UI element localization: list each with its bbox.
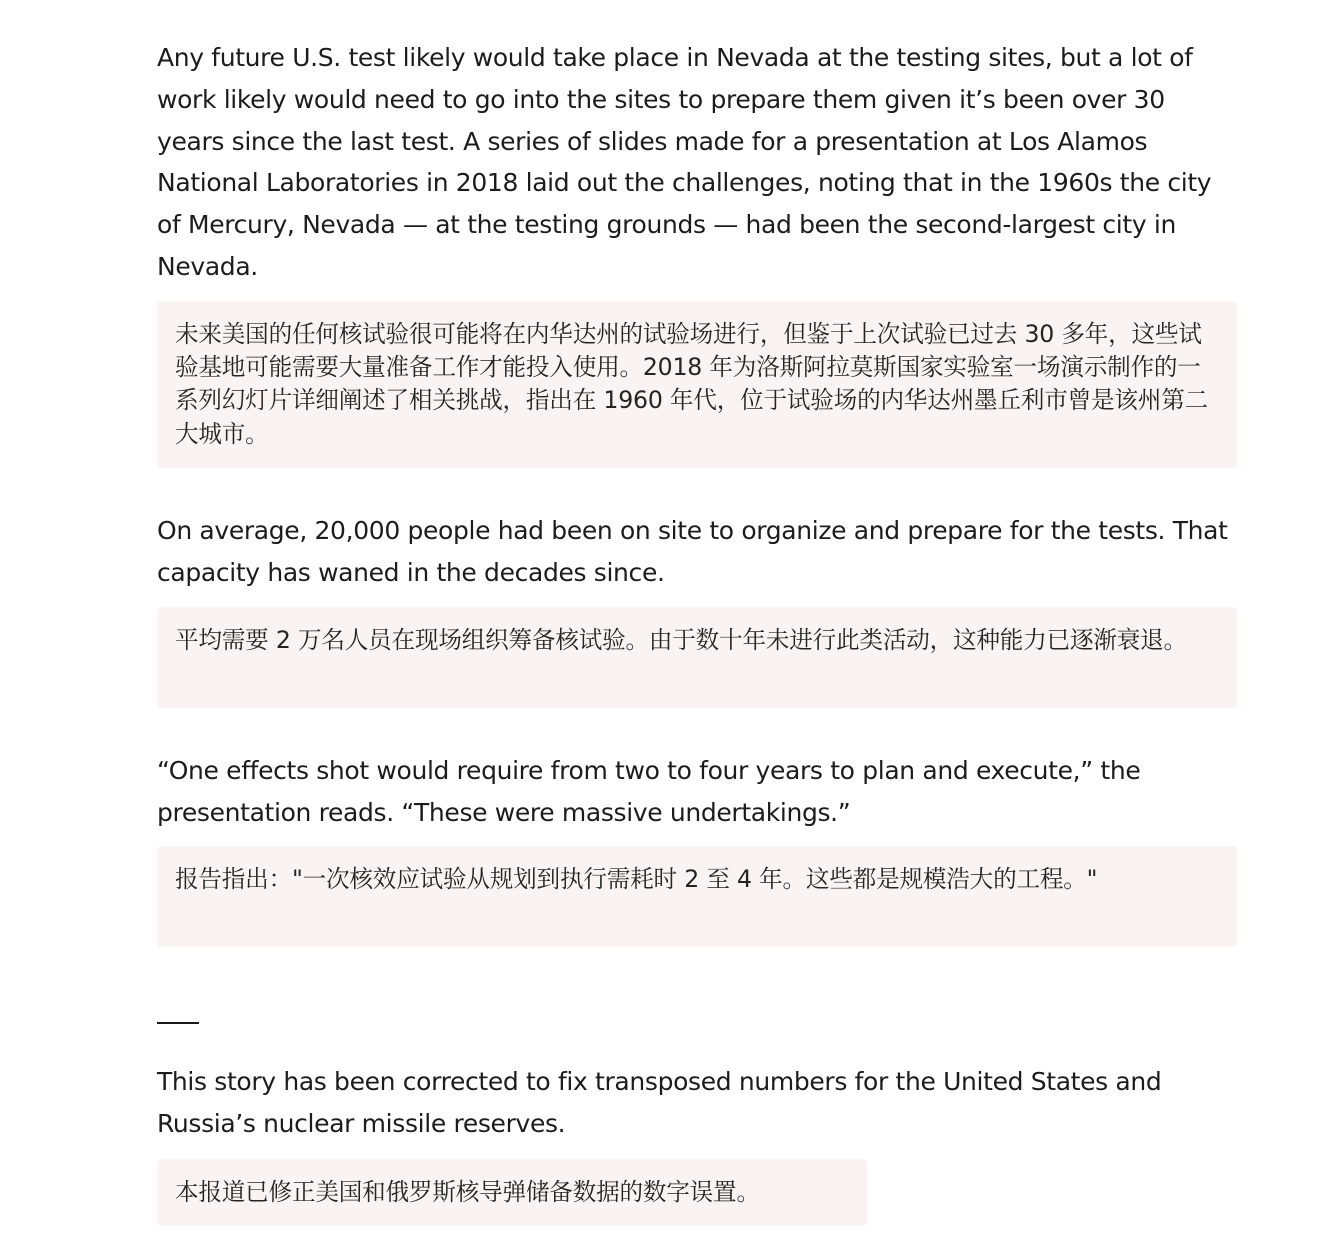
section-divider xyxy=(157,1022,199,1024)
translation-correction-note: 本报道已修正美国和俄罗斯核导弹储备数据的数字误置。 xyxy=(157,1159,867,1226)
translation-nevada-sites: 未来美国的任何核试验很可能将在内华达州的试验场进行，但鉴于上次试验已过去 30 多年，这些试验基地可能需要大量准备工作才能投入使用。2018 年为洛斯阿拉莫斯国家实验室一场演示制作的一系列幻灯片详细阐述了相关挑战，指出在 1960 年代，位于试验场的内华达州墨丘利市曾是该州第二大城市。 xyxy=(157,301,1237,468)
paragraph-site-capacity: On average, 20,000 people had been on site to organize and prepare for the tests. That capacity has waned in the decades since. xyxy=(157,516,1228,587)
translation-site-capacity: 平均需要 2 万名人员在现场组织筹备核试验。由于数十年未进行此类活动，这种能力已逐渐衰退。 xyxy=(157,607,1237,708)
translation-effects-shot-quote: 报告指出："一次核效应试验从规划到执行需耗时 2 至 4 年。这些都是规模浩大的工程。" xyxy=(157,846,1237,947)
correction-note: This story has been corrected to fix transposed numbers for the United States and Russia’s nuclear missile reserves. xyxy=(157,1067,1162,1138)
paragraph-nevada-sites: Any future U.S. test likely would take place in Nevada at the testing sites, but a lot of work likely would need to go into the sites to prepare them given it’s been over 30 years since the last test. A series of slides made for a presentation at Los Alamos National Laboratories in 2018 laid out the challenges, noting that in the 1960s the city of Mercury, Nevada — at the testing grounds — had been the second-largest city in Nevada. xyxy=(157,43,1212,281)
paragraph-effects-shot-quote: “One effects shot would require from two to four years to plan and execute,” the presentation reads. “These were massive undertakings.” xyxy=(157,756,1141,827)
